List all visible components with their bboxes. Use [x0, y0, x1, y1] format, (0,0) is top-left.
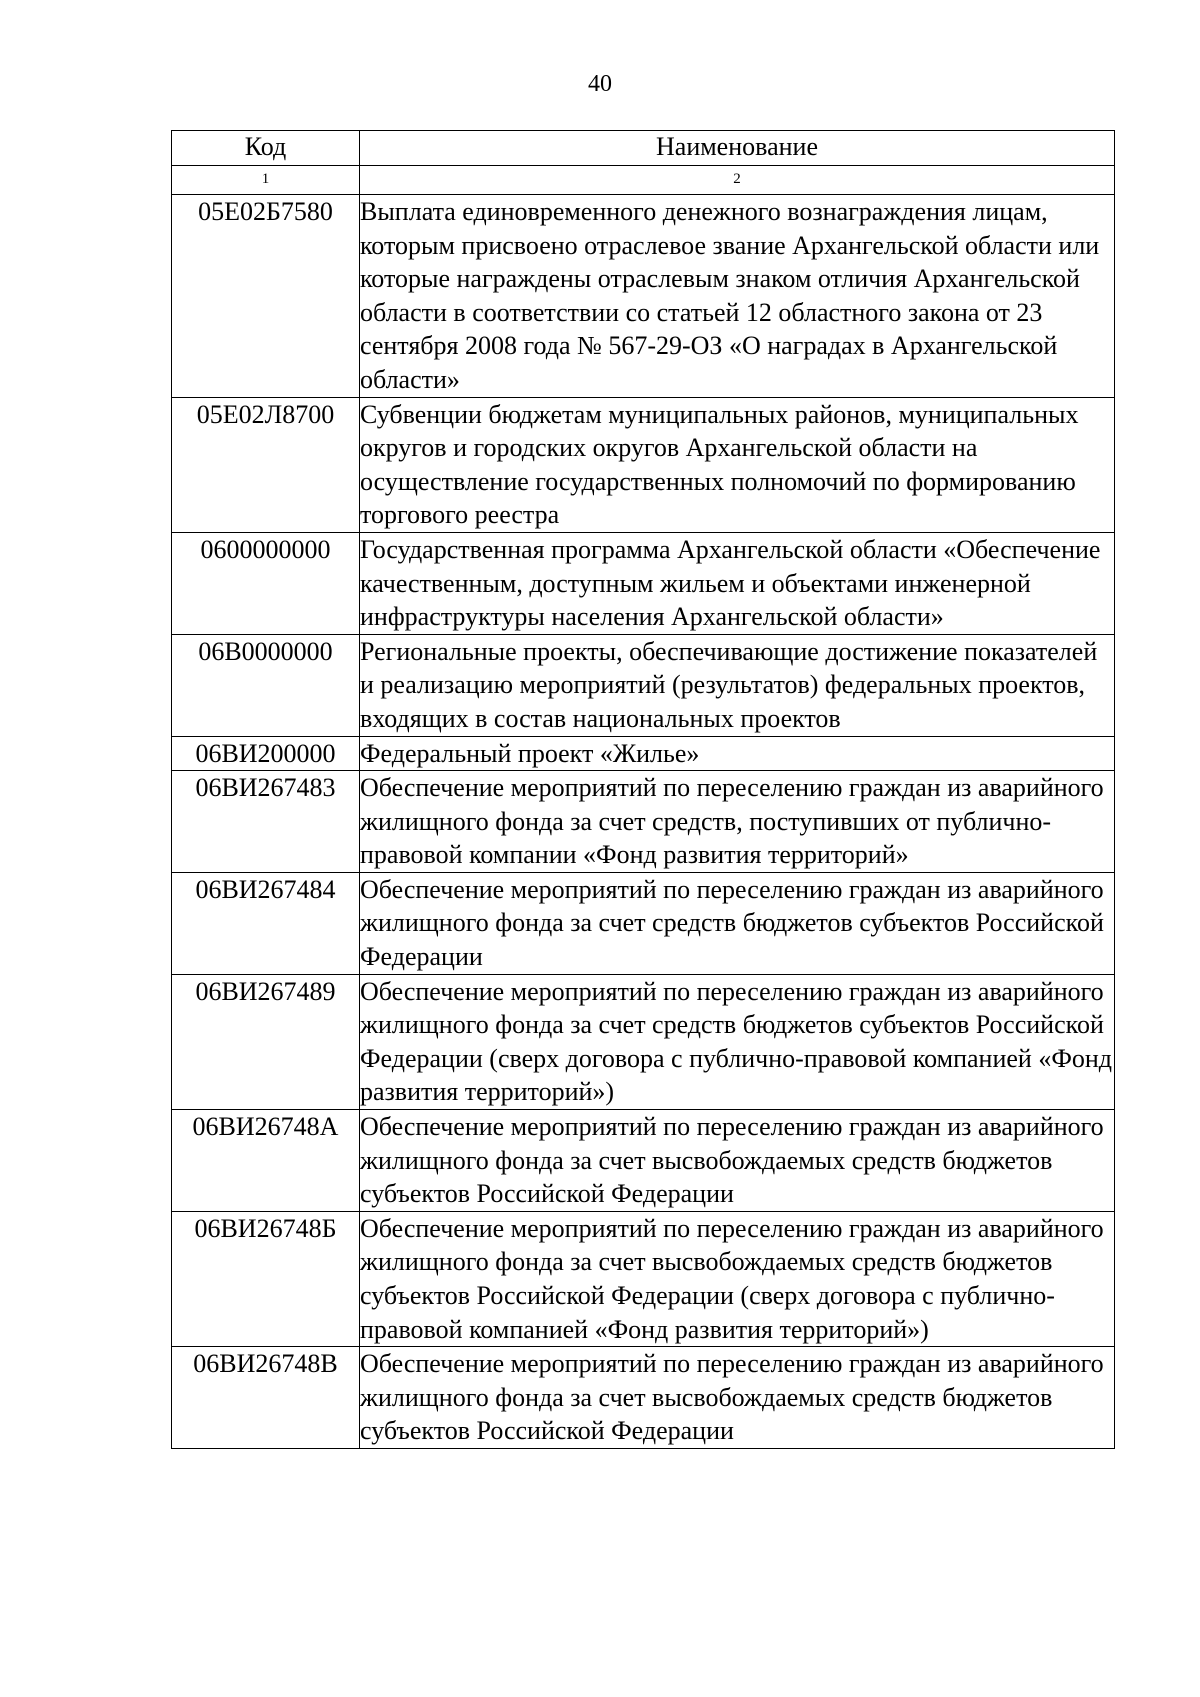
row-code: 06ВИ267484	[172, 872, 360, 974]
table-row	[172, 634, 1115, 736]
header-code: Код	[172, 131, 360, 166]
row-code: 06В0000000	[172, 634, 360, 736]
row-name: Обеспечение мероприятий по переселению граждан из аварийного жилищного фонда за счет средств, поступивших от публично-правовой компании «Фонд развития территорий»	[360, 771, 1115, 873]
row-name: Обеспечение мероприятий по переселению граждан из аварийного жилищного фонда за счет высвобождаемых средств бюджетов субъектов Российской Федерации (сверх договора с публично-правовой компанией «Фонд развития территорий»)	[360, 1211, 1115, 1346]
table-row	[172, 736, 1115, 771]
row-code: 06ВИ26748Б	[172, 1211, 360, 1346]
column-number-name: 2	[360, 166, 1115, 195]
table-row	[172, 771, 1115, 873]
table-row	[172, 1211, 1115, 1346]
row-name: Субвенции бюджетам муниципальных районов, муниципальных округов и городских округов Архангельской области на осуществление государственных полномочий по формированию торгового реестра	[360, 397, 1115, 532]
row-code: 06ВИ26748В	[172, 1347, 360, 1449]
table-row	[172, 397, 1115, 532]
page-number: 40	[588, 71, 612, 97]
budget-code-table	[171, 130, 1115, 1449]
table-row	[172, 195, 1115, 398]
row-code: 05Е02Л8700	[172, 397, 360, 532]
row-name: Обеспечение мероприятий по переселению граждан из аварийного жилищного фонда за счет высвобождаемых средств бюджетов субъектов Российской Федерации	[360, 1110, 1115, 1212]
table-row	[172, 532, 1115, 634]
row-name: Государственная программа Архангельской области «Обеспечение качественным, доступным жильем и объектами инженерной инфраструктуры населения Архангельской области»	[360, 532, 1115, 634]
row-name: Региональные проекты, обеспечивающие достижение показателей и реализацию мероприятий (результатов) федеральных проектов, входящих в состав национальных проектов	[360, 634, 1115, 736]
column-number-code: 1	[172, 166, 360, 195]
column-number-row	[172, 166, 1115, 195]
row-name: Федеральный проект «Жилье»	[360, 736, 1115, 771]
row-code: 06ВИ267489	[172, 974, 360, 1109]
table-row	[172, 1110, 1115, 1212]
header-row	[172, 131, 1115, 166]
row-name: Обеспечение мероприятий по переселению граждан из аварийного жилищного фонда за счет средств бюджетов субъектов Российской Федерации	[360, 872, 1115, 974]
row-code: 0600000000	[172, 532, 360, 634]
row-code: 06ВИ200000	[172, 736, 360, 771]
row-code: 06ВИ267483	[172, 771, 360, 873]
row-code: 06ВИ26748А	[172, 1110, 360, 1212]
row-name: Выплата единовременного денежного вознаграждения лицам, которым присвоено отраслевое звание Архангельской области или которые награждены отраслевым знаком отличия Архангельской области в соответствии со статьей 12 областного закона от 23 сентября 2008 года № 567-29-ОЗ «О наградах в Архангельской области»	[360, 195, 1115, 398]
header-name: Наименование	[360, 131, 1115, 166]
table-row	[172, 1347, 1115, 1449]
row-name: Обеспечение мероприятий по переселению граждан из аварийного жилищного фонда за счет высвобождаемых средств бюджетов субъектов Российской Федерации	[360, 1347, 1115, 1449]
table-row	[172, 974, 1115, 1109]
table-row	[172, 872, 1115, 974]
row-name: Обеспечение мероприятий по переселению граждан из аварийного жилищного фонда за счет средств бюджетов субъектов Российской Федерации (сверх договора с публично-правовой компанией «Фонд развития территорий»)	[360, 974, 1115, 1109]
row-code: 05Е02Б7580	[172, 195, 360, 398]
